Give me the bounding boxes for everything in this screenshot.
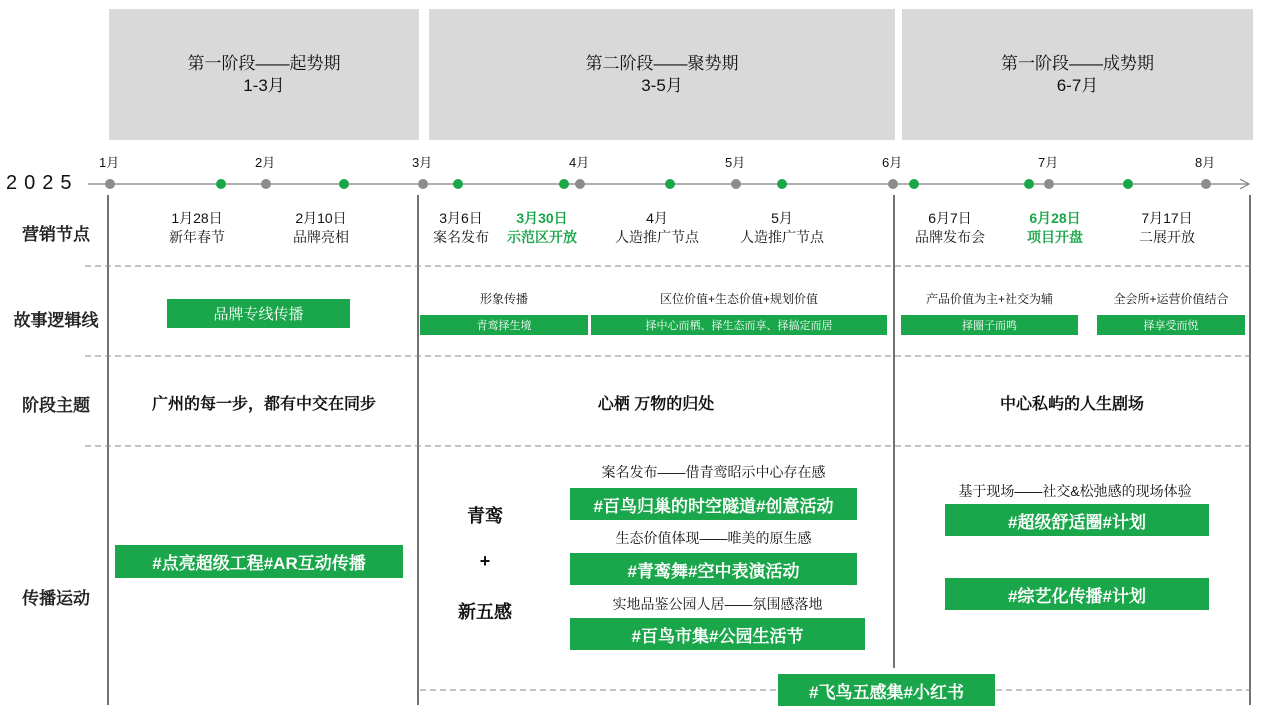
month-dot	[575, 179, 585, 189]
month-label: 2月	[255, 155, 276, 170]
phase-1-title: 第一阶段——起势期	[187, 53, 341, 73]
marketing-node-highlight	[496, 209, 588, 247]
event-dot	[1024, 179, 1034, 189]
story-bar: 择中心而栖、择生态而享、择搞定而居	[591, 315, 887, 335]
marketing-node-highlight	[1010, 209, 1100, 247]
node-date: 5月	[771, 210, 793, 226]
event-dot	[777, 179, 787, 189]
event-dot	[339, 179, 349, 189]
node-date: 3月6日	[439, 210, 483, 226]
campaign-caption: 案名发布——借青鸾昭示中心存在感	[601, 464, 826, 480]
month-label: 6月	[882, 155, 903, 170]
marketing-node	[727, 209, 837, 247]
theme-phase-3: 中心私屿的人生剧场	[999, 396, 1144, 413]
event-dot	[665, 179, 675, 189]
marketing-node	[276, 209, 366, 247]
event-dot	[559, 179, 569, 189]
theme-phase-2: 心栖 万物的归处	[597, 396, 715, 413]
node-name: 二展开放	[1139, 229, 1195, 245]
month-dot	[1044, 179, 1054, 189]
campaign-caption: 生态价值体现——唯美的原生感	[615, 530, 812, 546]
month-label: 1月	[99, 155, 120, 170]
campaign-bar-ar: #点亮超级工程#AR互动传播	[115, 545, 403, 578]
story-bar: 择享受而悦	[1097, 315, 1245, 335]
phase-2-title: 第二阶段——聚势期	[585, 53, 739, 73]
event-dot	[453, 179, 463, 189]
story-label: 全会所+运营价值结合	[1113, 292, 1229, 306]
node-name: 人造推广节点	[615, 229, 699, 245]
month-dot	[731, 179, 741, 189]
node-name: 品牌亮相	[293, 229, 349, 245]
row-label-theme: 阶段主题	[22, 396, 90, 415]
phase-3-range: 6-7月	[1056, 75, 1099, 95]
node-date: 3月30日	[516, 210, 568, 226]
node-name: 新年春节	[169, 229, 225, 245]
campaign-caption: 实地品鉴公园人居——氛围感落地	[612, 596, 823, 612]
story-label: 形象传播	[479, 292, 528, 306]
month-label: 8月	[1195, 155, 1216, 170]
campaign-five-senses: 新五感	[458, 602, 512, 622]
month-dot	[888, 179, 898, 189]
phase-1-range: 1-3月	[243, 75, 285, 95]
campaign-bar: #百鸟归巢的时空隧道#创意活动	[570, 488, 857, 520]
campaign-caption: 基于现场——社交&松弛感的现场体验	[958, 483, 1192, 499]
marketing-node	[602, 209, 712, 247]
node-name: 项目开盘	[1027, 229, 1083, 245]
marketing-node	[152, 209, 242, 247]
node-date: 2月10日	[295, 210, 347, 226]
row-label-campaign: 传播运动	[22, 589, 90, 608]
campaign-bar: #青鸾舞#空中表演活动	[570, 553, 857, 585]
node-date: 4月	[646, 210, 668, 226]
marketing-node	[418, 209, 504, 247]
node-name: 品牌发布会	[915, 229, 985, 245]
node-date: 1月28日	[171, 210, 223, 226]
node-date: 6月28日	[1029, 210, 1081, 226]
event-dot	[216, 179, 226, 189]
month-label: 3月	[412, 155, 433, 170]
month-dot	[105, 179, 115, 189]
phase-3-title: 第一阶段——成势期	[1001, 53, 1154, 73]
campaign-bar: #百鸟市集#公园生活节	[570, 618, 865, 650]
month-label: 4月	[569, 155, 590, 170]
story-label: 区位价值+生态价值+规划价值	[659, 292, 819, 306]
campaign-bar: #综艺化传播#计划	[945, 578, 1209, 610]
story-label: 产品价值为主+社交为辅	[925, 292, 1053, 306]
row-label-marketing: 营销节点	[22, 225, 90, 244]
campaign-bar: #超级舒适圈#计划	[945, 504, 1209, 536]
campaign-bar-xiaohongshu: #飞鸟五感集#小红书	[778, 674, 995, 706]
event-dot	[1123, 179, 1133, 189]
year-label: 2025	[6, 172, 79, 194]
theme-phase-1: 广州的每一步，都有中交在同步	[151, 396, 376, 413]
node-name: 人造推广节点	[740, 229, 824, 245]
node-name: 示范区开放	[507, 229, 577, 245]
marketing-node	[905, 209, 995, 247]
event-dot	[909, 179, 919, 189]
phase-2-range: 3-5月	[641, 75, 683, 95]
story-bar-brand: 品牌专线传播	[167, 299, 350, 328]
month-label: 7月	[1038, 155, 1059, 170]
row-label-story: 故事逻辑线	[13, 311, 99, 330]
node-date: 6月7日	[928, 210, 972, 226]
month-label: 5月	[725, 155, 746, 170]
node-name: 案名发布	[433, 229, 489, 245]
campaign-plus: +	[479, 551, 491, 571]
node-date: 7月17日	[1141, 210, 1193, 226]
month-dot	[418, 179, 428, 189]
month-dot	[261, 179, 271, 189]
story-bar: 青鸾择生境	[420, 315, 588, 335]
month-dot	[1201, 179, 1211, 189]
campaign-qingluan: 青鸾	[467, 506, 503, 526]
story-bar: 择圈子而鸣	[901, 315, 1078, 335]
marketing-node	[1122, 209, 1212, 247]
